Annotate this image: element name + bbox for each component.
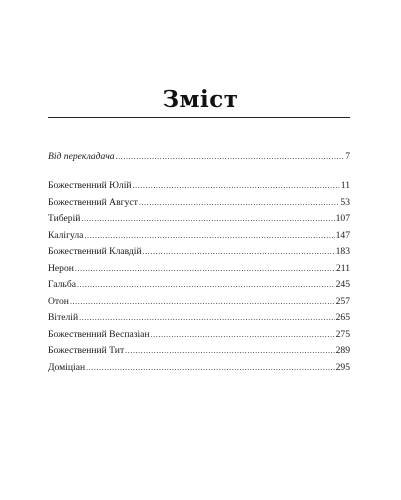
- toc-entry-claudius[interactable]: [48, 245, 350, 259]
- dot-leader: [133, 179, 340, 193]
- dot-leader: [77, 278, 335, 292]
- dot-leader: [143, 245, 335, 259]
- toc-entry-page: 147: [335, 229, 350, 241]
- toc-entry-title: Доміціан: [48, 361, 86, 373]
- toc-entry-galba[interactable]: [48, 278, 350, 292]
- toc-entry-otho[interactable]: [48, 295, 350, 309]
- dot-leader: [151, 328, 335, 342]
- dot-leader: [70, 295, 335, 309]
- dot-leader: [75, 262, 335, 276]
- toc-entry-title: Божественний Клавдій: [48, 246, 142, 257]
- page-title: Зміст: [162, 86, 239, 113]
- dot-leader: [139, 196, 340, 210]
- toc-entry-tiberius[interactable]: [48, 212, 350, 226]
- toc-entry-title: Тиберій: [48, 213, 81, 224]
- toc-entry-title: Отон: [48, 295, 69, 307]
- toc-entry-title: Божественний Август: [48, 196, 138, 208]
- toc-entry-title: Калігула: [48, 229, 84, 241]
- toc-entry-caligula[interactable]: [48, 229, 350, 243]
- toc-entry-julius[interactable]: [48, 179, 350, 193]
- toc-entry-translator[interactable]: [48, 150, 350, 164]
- toc-entry-page: 183: [335, 246, 350, 257]
- dot-leader: [116, 150, 345, 164]
- toc-entry-title: Вітелій: [48, 312, 79, 323]
- toc-entry-domitian[interactable]: [48, 361, 350, 375]
- dot-leader: [79, 311, 335, 325]
- dot-leader: [125, 344, 334, 358]
- toc-entry-page: 289: [335, 345, 350, 356]
- toc-entry-page: 53: [340, 196, 350, 208]
- toc-entry-page: 107: [335, 213, 350, 224]
- dot-leader: [86, 361, 335, 375]
- toc-entry-page: 211: [335, 262, 350, 274]
- dot-leader: [81, 212, 334, 226]
- toc-entry-page: 265: [335, 312, 350, 323]
- toc-entry-augustus[interactable]: [48, 196, 350, 210]
- toc-entry-title: Божественний Тит: [48, 345, 125, 356]
- toc-entry-page: 7: [345, 151, 350, 162]
- toc-entry-page: 257: [335, 295, 350, 307]
- toc-entry-title: Нерон: [48, 262, 74, 274]
- toc-entry-page: 11: [340, 180, 350, 191]
- toc-entry-vespasian[interactable]: [48, 328, 350, 342]
- toc-entry-page: 295: [335, 361, 350, 373]
- title-rule: [48, 117, 350, 118]
- toc-entry-page: 275: [335, 328, 350, 340]
- toc-entry-title: Гальба: [48, 279, 76, 290]
- toc-entry-nero[interactable]: [48, 262, 350, 276]
- dot-leader: [84, 229, 334, 243]
- toc-entry-title: Від перекладача: [48, 151, 115, 162]
- toc-entry-titus[interactable]: [48, 344, 350, 358]
- toc-entry-title: Божественний Веспазіан: [48, 328, 150, 340]
- toc-entry-vitellius[interactable]: [48, 311, 350, 325]
- toc-entry-title: Божественний Юлій: [48, 180, 132, 191]
- toc-entry-page: 245: [335, 279, 350, 290]
